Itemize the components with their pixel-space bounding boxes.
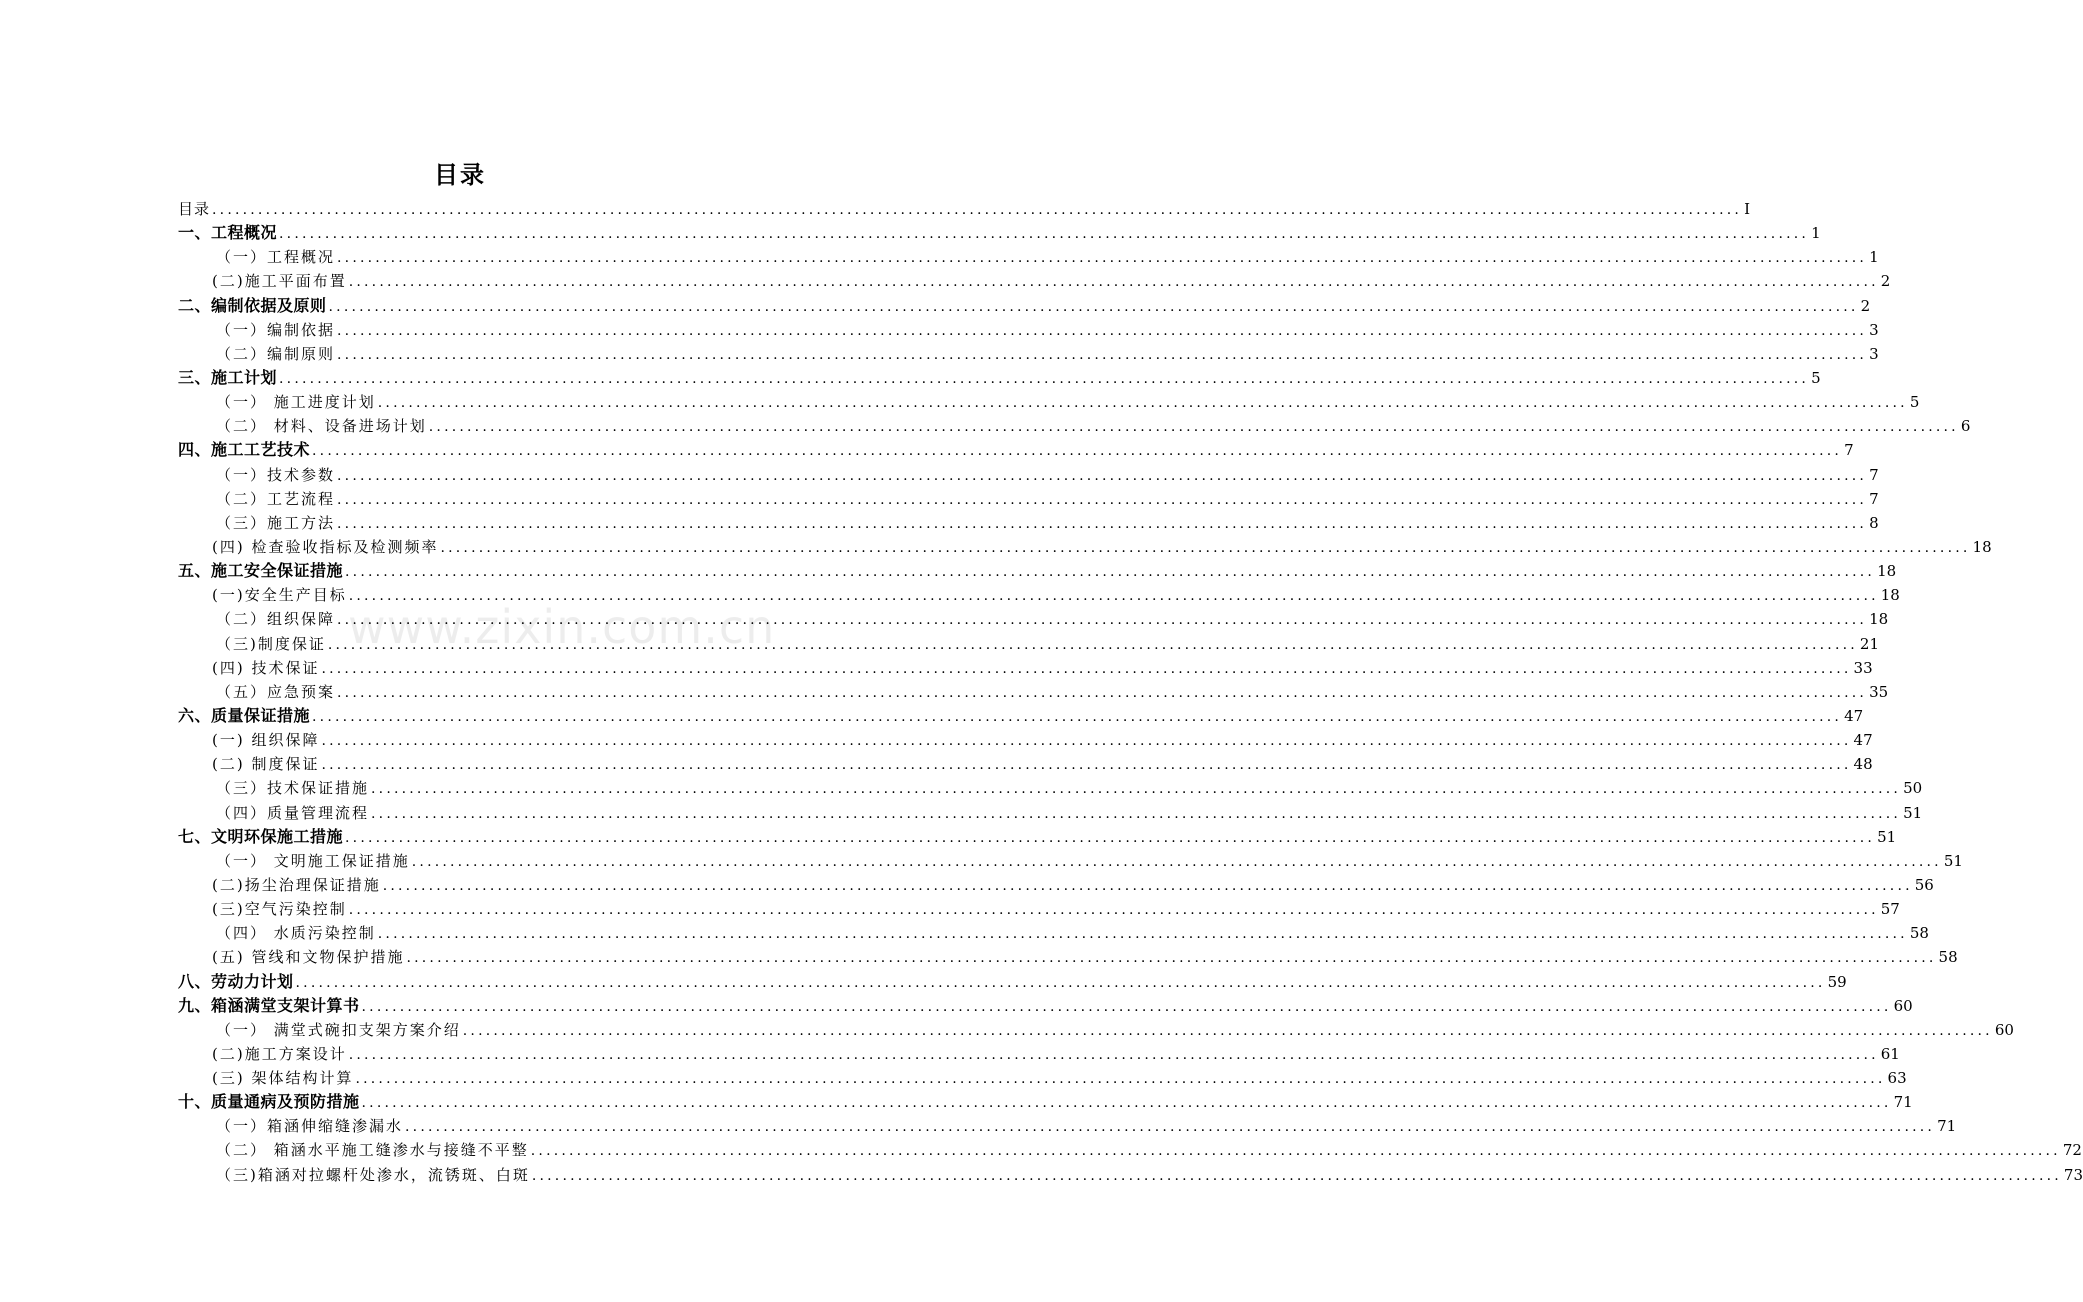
toc-leader-dots: ........................................................................................................................................................................................................ xyxy=(337,612,1868,629)
toc-entry[interactable] xyxy=(178,994,1913,1018)
toc-leader-dots: ........................................................................................................................................................................................................ xyxy=(321,733,1852,750)
toc-entry[interactable] xyxy=(178,728,1873,752)
toc-entry-label: 十、质量通病及预防措施 xyxy=(178,1092,360,1112)
toc-leader-dots: ........................................................................................................................................................................................................ xyxy=(361,998,1892,1015)
toc-entry-page: 3 xyxy=(1869,344,1879,363)
toc-entry-page: 57 xyxy=(1880,900,1900,919)
toc-entry-label: （二） 材料、设备进场计划 xyxy=(216,417,427,436)
toc-entry-page: 2 xyxy=(1880,272,1891,291)
toc-entry[interactable] xyxy=(178,1163,2083,1187)
toc-entry-label: (五) 管线和文物保护措施 xyxy=(212,948,405,967)
toc-entry-page: 59 xyxy=(1827,972,1847,991)
toc-leader-dots: ........................................................................................................................................................................................................ xyxy=(348,588,1879,605)
toc-entry[interactable] xyxy=(178,801,1923,825)
toc-entry-page: 33 xyxy=(1853,658,1873,677)
toc-entry-label: (三)空气污染控制 xyxy=(212,900,347,919)
toc-entry[interactable] xyxy=(178,1066,1907,1090)
toc-entry[interactable] xyxy=(178,849,1963,873)
toc-entry-label: 七、文明环保施工措施 xyxy=(178,826,344,846)
toc-leader-dots: ........................................................................................................................................................................................................ xyxy=(327,636,1858,653)
toc-entry-label: 三、施工计划 xyxy=(178,367,278,387)
toc-entry-page: 61 xyxy=(1880,1044,1900,1063)
toc-entry[interactable] xyxy=(178,704,1864,728)
toc-entry[interactable] xyxy=(178,776,1923,800)
toc-entry-page: 47 xyxy=(1853,731,1873,750)
toc-leader-dots: ........................................................................................................................................................................................................ xyxy=(337,322,1868,339)
toc-leader-dots: ........................................................................................................................................................................................................ xyxy=(295,974,1826,991)
toc-entry-page: 7 xyxy=(1869,465,1879,484)
toc-entry[interactable] xyxy=(178,438,1854,462)
toc-entry-label: （二） 箱涵水平施工缝渗水与接缝不平整 xyxy=(216,1141,529,1160)
toc-entry[interactable] xyxy=(178,197,1750,221)
toc-leader-dots: ........................................................................................................................................................................................................ xyxy=(440,539,1971,556)
toc-leader-dots: ........................................................................................................................................................................................................ xyxy=(345,564,1876,581)
toc-entry[interactable] xyxy=(178,414,1971,438)
toc-entry-page: 48 xyxy=(1853,755,1873,774)
toc-entry-page: 51 xyxy=(1903,803,1923,822)
toc-entry[interactable] xyxy=(178,318,1879,342)
toc-entry-label: 目录 xyxy=(178,200,211,218)
toc-leader-dots: ........................................................................................................................................................................................................ xyxy=(348,902,1879,919)
toc-entry-label: 八、劳动力计划 xyxy=(178,971,294,991)
toc-entry-label: (二)施工平面布置 xyxy=(212,272,347,291)
toc-leader-dots: ........................................................................................................................................................................................................ xyxy=(337,346,1868,363)
toc-entry[interactable] xyxy=(178,366,1821,390)
toc-entry-label: （二）组织保障 xyxy=(216,610,336,629)
toc-leader-dots: ........................................................................................................................................................................................................ xyxy=(530,1143,2061,1160)
toc-entry-page: 51 xyxy=(1943,851,1963,870)
toc-entry[interactable] xyxy=(178,607,1889,631)
toc-entry[interactable] xyxy=(178,1042,1900,1066)
toc-entry-label: (四) 技术保证 xyxy=(212,658,320,677)
toc-leader-dots: ........................................................................................................................................................................................................ xyxy=(212,202,1743,218)
toc-entry[interactable] xyxy=(178,342,1879,366)
toc-entry-label: (一)安全生产目标 xyxy=(212,586,347,605)
toc-entry-page: 18 xyxy=(1880,586,1900,605)
toc-entry-label: （一）工程概况 xyxy=(216,248,336,267)
toc-entry-page: 60 xyxy=(1893,996,1913,1015)
toc-entry-page: 73 xyxy=(2063,1165,2083,1184)
toc-leader-dots: ........................................................................................................................................................................................................ xyxy=(337,684,1868,701)
toc-entry[interactable] xyxy=(178,680,1889,704)
toc-entry-label: （一） 施工进度计划 xyxy=(216,393,376,412)
toc-entry-label: (三) 架体结构计算 xyxy=(212,1069,354,1088)
toc-entry-label: 四、施工工艺技术 xyxy=(178,440,311,460)
toc-leader-dots: ........................................................................................................................................................................................................ xyxy=(382,877,1913,894)
toc-entry[interactable] xyxy=(178,752,1873,776)
toc-leader-dots: ........................................................................................................................................................................................................ xyxy=(312,708,1843,725)
toc-entry[interactable] xyxy=(178,294,1871,318)
toc-leader-dots: ........................................................................................................................................................................................................ xyxy=(279,370,1810,387)
toc-entry[interactable] xyxy=(178,221,1821,245)
toc-entry[interactable] xyxy=(178,945,1958,969)
toc-leader-dots: ........................................................................................................................................................................................................ xyxy=(312,443,1843,460)
toc-entry-label: (二)扬尘治理保证措施 xyxy=(212,875,381,894)
toc-leader-dots: ........................................................................................................................................................................................................ xyxy=(411,853,1942,870)
toc-entry-page: 1 xyxy=(1869,248,1879,267)
toc-entry-page: 56 xyxy=(1914,875,1934,894)
toc-leader-dots: ........................................................................................................................................................................................................ xyxy=(345,829,1876,846)
toc-entry-page: 60 xyxy=(1994,1020,2014,1039)
toc-entry-page: 8 xyxy=(1869,513,1879,532)
toc-leader-dots: ........................................................................................................................................................................................................ xyxy=(361,1095,1892,1112)
toc-entry-label: 五、施工安全保证措施 xyxy=(178,561,344,581)
toc-entry-page: 71 xyxy=(1937,1117,1957,1136)
toc-entry-page: 7 xyxy=(1869,489,1879,508)
toc-entry-label: （四） 水质污染控制 xyxy=(216,924,376,943)
toc-entry-page: 58 xyxy=(1909,924,1929,943)
toc-entry-page: 18 xyxy=(1877,562,1897,581)
toc-entry[interactable] xyxy=(178,825,1897,849)
table-of-contents xyxy=(178,197,2083,1187)
toc-entry-page: 50 xyxy=(1903,779,1923,798)
watermark: www.zixin.com.cn xyxy=(348,600,776,654)
toc-entry[interactable] xyxy=(178,487,1879,511)
toc-entry-label: 九、箱涵满堂支架计算书 xyxy=(178,995,360,1015)
toc-entry[interactable] xyxy=(178,1090,1913,1114)
toc-leader-dots: ........................................................................................................................................................................................................ xyxy=(355,1071,1886,1088)
toc-entry-page: 5 xyxy=(1811,368,1821,387)
toc-entry[interactable] xyxy=(178,1114,1957,1138)
toc-entry[interactable] xyxy=(178,1018,2014,1042)
toc-entry-label: 二、编制依据及原则 xyxy=(178,295,327,315)
toc-entry-page: I xyxy=(1744,200,1750,218)
toc-leader-dots: ........................................................................................................................................................................................................ xyxy=(428,419,1959,436)
toc-entry-page: 47 xyxy=(1844,706,1864,725)
toc-entry-page: 7 xyxy=(1844,441,1854,460)
toc-entry-label: （三)箱涵对拉螺杆处渗水，流锈斑、白斑 xyxy=(216,1165,530,1184)
toc-leader-dots: ........................................................................................................................................................................................................ xyxy=(321,660,1852,677)
toc-entry[interactable] xyxy=(178,897,1900,921)
toc-entry-label: （一）编制依据 xyxy=(216,320,336,339)
page-title: 目录 xyxy=(434,161,486,189)
toc-entry-label: (一) 组织保障 xyxy=(212,731,320,750)
toc-entry-label: 六、质量保证措施 xyxy=(178,705,311,725)
toc-entry-label: （四）质量管理流程 xyxy=(216,803,370,822)
toc-entry-page: 1 xyxy=(1811,224,1821,243)
toc-entry[interactable] xyxy=(178,559,1897,583)
toc-entry-label: （五）应急预案 xyxy=(216,682,336,701)
toc-entry[interactable] xyxy=(178,390,1920,414)
toc-entry-label: （一）技术参数 xyxy=(216,465,336,484)
toc-entry[interactable] xyxy=(178,535,1992,559)
toc-entry[interactable] xyxy=(178,970,1847,994)
toc-entry-page: 5 xyxy=(1909,393,1920,412)
toc-leader-dots: ........................................................................................................................................................................................................ xyxy=(462,1022,1993,1039)
toc-entry[interactable] xyxy=(178,873,1934,897)
toc-entry-page: 51 xyxy=(1877,827,1897,846)
toc-leader-dots: ........................................................................................................................................................................................................ xyxy=(337,491,1868,508)
toc-entry-label: （一）箱涵伸缩缝渗漏水 xyxy=(216,1117,404,1136)
toc-entry-label: (四) 检查验收指标及检测频率 xyxy=(212,537,439,556)
toc-leader-dots: ........................................................................................................................................................................................................ xyxy=(321,757,1852,774)
toc-entry[interactable] xyxy=(178,1138,2082,1162)
toc-leader-dots: ........................................................................................................................................................................................................ xyxy=(371,781,1902,798)
toc-entry-label: （一） 满堂式碗扣支架方案介绍 xyxy=(216,1020,461,1039)
toc-entry-label: (二) 制度保证 xyxy=(212,755,320,774)
toc-entry-page: 21 xyxy=(1859,634,1879,653)
toc-leader-dots: ........................................................................................................................................................................................................ xyxy=(337,467,1868,484)
toc-entry-page: 72 xyxy=(2062,1141,2082,1160)
toc-leader-dots: ........................................................................................................................................................................................................ xyxy=(377,926,1908,943)
toc-entry-page: 6 xyxy=(1960,417,1971,436)
toc-entry-label: （三）施工方法 xyxy=(216,513,336,532)
toc-entry-label: （三)制度保证 xyxy=(216,634,326,653)
toc-entry-label: （二）工艺流程 xyxy=(216,489,336,508)
toc-entry-label: （三）技术保证措施 xyxy=(216,779,370,798)
toc-entry-page: 58 xyxy=(1938,948,1958,967)
toc-leader-dots: ........................................................................................................................................................................................................ xyxy=(406,950,1937,967)
toc-entry[interactable] xyxy=(178,463,1879,487)
toc-leader-dots: ........................................................................................................................................................................................................ xyxy=(337,515,1868,532)
toc-leader-dots: ........................................................................................................................................................................................................ xyxy=(377,395,1908,412)
toc-entry[interactable] xyxy=(178,583,1900,607)
toc-entry[interactable] xyxy=(178,921,1929,945)
toc-entry-label: 一、工程概况 xyxy=(178,223,278,243)
toc-entry-label: （一） 文明施工保证措施 xyxy=(216,851,410,870)
toc-entry-page: 71 xyxy=(1893,1093,1913,1112)
toc-entry-page: 63 xyxy=(1887,1069,1907,1088)
toc-entry-page: 18 xyxy=(1972,537,1992,556)
toc-entry-label: （二）编制原则 xyxy=(216,344,336,363)
toc-entry[interactable] xyxy=(178,632,1879,656)
toc-entry[interactable] xyxy=(178,511,1879,535)
toc-leader-dots: ........................................................................................................................................................................................................ xyxy=(405,1119,1936,1136)
toc-entry-page: 35 xyxy=(1869,682,1889,701)
toc-entry-page: 2 xyxy=(1860,296,1871,315)
toc-entry-page: 18 xyxy=(1869,610,1889,629)
toc-entry[interactable] xyxy=(178,656,1873,680)
toc-leader-dots: ........................................................................................................................................................................................................ xyxy=(328,298,1859,315)
toc-leader-dots: ........................................................................................................................................................................................................ xyxy=(337,250,1868,267)
toc-entry[interactable] xyxy=(178,269,1891,293)
toc-entry-label: (二)施工方案设计 xyxy=(212,1044,347,1063)
toc-leader-dots: ........................................................................................................................................................................................................ xyxy=(531,1167,2062,1184)
toc-leader-dots: ........................................................................................................................................................................................................ xyxy=(348,1046,1879,1063)
toc-entry[interactable] xyxy=(178,245,1879,269)
toc-leader-dots: ........................................................................................................................................................................................................ xyxy=(371,805,1902,822)
toc-leader-dots: ........................................................................................................................................................................................................ xyxy=(348,274,1879,291)
toc-leader-dots: ........................................................................................................................................................................................................ xyxy=(279,226,1810,243)
toc-entry-page: 3 xyxy=(1869,320,1879,339)
